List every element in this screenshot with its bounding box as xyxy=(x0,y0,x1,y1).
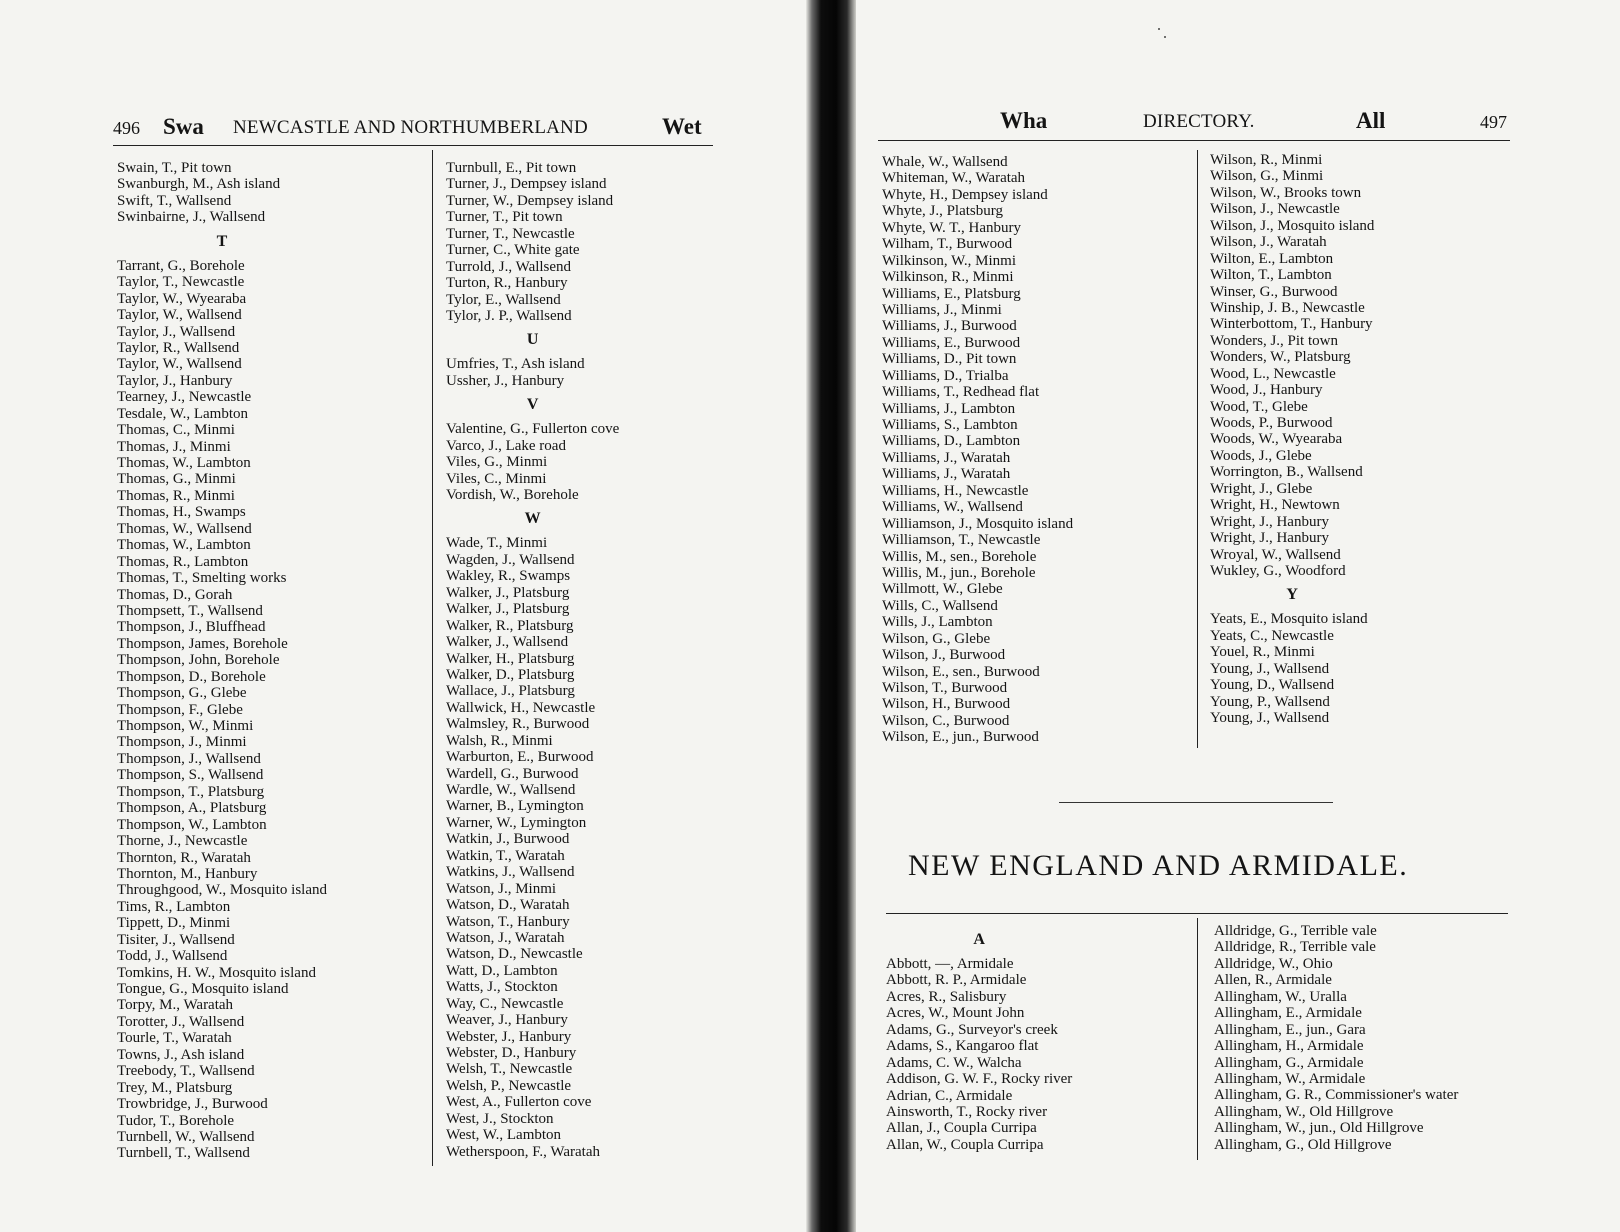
directory-entry: Vordish, W., Borehole xyxy=(446,487,579,503)
directory-entry: Watson, D., Waratah xyxy=(446,897,570,914)
directory-entry: Wilson, J., Waratah xyxy=(1210,234,1327,251)
directory-entry: Wardle, W., Wallsend xyxy=(446,782,576,798)
directory-entry: Swift, T., Wallsend xyxy=(117,192,232,209)
directory-entry: Thomas, H., Swamps xyxy=(117,504,246,521)
directory-entry: Wills, C., Wallsend xyxy=(882,597,998,614)
directory-entry: Allan, W., Coupla Curripa xyxy=(886,1136,1044,1153)
directory-entry: Willis, M., sen., Borehole xyxy=(882,548,1037,565)
directory-entry: Willmott, W., Glebe xyxy=(882,581,1003,598)
directory-entry: Walker, R., Platsburg xyxy=(446,617,574,634)
directory-entry: Acres, W., Mount John xyxy=(886,1005,1025,1022)
page-number: 497 xyxy=(1480,112,1507,132)
directory-entry: Williams, J., Minmi xyxy=(882,301,1002,318)
directory-entry: Treebody, T., Wallsend xyxy=(117,1063,255,1080)
directory-entry: Thompson, S., Wallsend xyxy=(117,767,264,784)
directory-entry: Watt, D., Lambton xyxy=(446,962,558,979)
directory-entry: Taylor, R., Wallsend xyxy=(117,339,240,356)
directory-column-left xyxy=(117,160,327,1162)
directory-entry: Wakley, R., Swamps xyxy=(446,568,571,585)
directory-entry: Williams, J., Lambton xyxy=(882,400,1016,417)
directory-entry: Taylor, J., Hanbury xyxy=(117,372,233,389)
directory-entry: Allingham, G. R., Commissioner's water xyxy=(1214,1087,1459,1104)
directory-entry: Wilson, C., Burwood xyxy=(882,712,1010,729)
directory-entry: Thomas, W., Lambton xyxy=(117,537,251,554)
directory-entry: Wright, J., Hanbury xyxy=(1210,513,1329,530)
directory-entry: Young, J., Wallsend xyxy=(1210,660,1330,677)
section-letter: V xyxy=(526,396,539,414)
directory-entry: Swanburgh, M., Ash island xyxy=(117,176,281,193)
section-letter: Y xyxy=(1286,586,1298,604)
left-page xyxy=(0,0,806,1232)
directory-entry: Thompson, T., Platsburg xyxy=(117,783,265,800)
directory-column-right xyxy=(1210,152,1374,726)
directory-entry: Thompson, A., Platsburg xyxy=(117,800,267,817)
directory-column-right xyxy=(1214,923,1458,1153)
directory-entry: Turrold, J., Wallsend xyxy=(446,258,572,275)
running-title: NEWCASTLE AND NORTHUMBERLAND xyxy=(233,117,588,138)
directory-entry: Wilson, R., Minmi xyxy=(1210,152,1323,168)
directory-entry: Tylor, J. P., Wallsend xyxy=(446,307,572,324)
directory-entry: Taylor, W., Wallsend xyxy=(117,356,242,373)
directory-entry: Williams, J., Waratah xyxy=(882,466,1011,483)
directory-entry: Turnbell, T., Wallsend xyxy=(117,1145,250,1162)
directory-entry: Wonders, J., Pit town xyxy=(1210,332,1338,349)
directory-entry: Wilton, E., Lambton xyxy=(1210,250,1334,267)
directory-entry: Swinbairne, J., Wallsend xyxy=(117,209,266,226)
directory-entry: Turton, R., Hanbury xyxy=(446,275,568,292)
column-divider xyxy=(432,150,433,1166)
directory-entry: Trey, M., Platsburg xyxy=(117,1079,233,1096)
page-number: 496 xyxy=(113,118,140,138)
directory-entry: Allan, J., Coupla Curripa xyxy=(886,1120,1037,1137)
directory-entry: Thompson, W., Minmi xyxy=(117,718,254,734)
directory-entry: Weaver, J., Hanbury xyxy=(446,1012,568,1029)
directory-entry: Tomkins, H. W., Mosquito island xyxy=(117,964,316,981)
directory-entry: Turner, W., Dempsey island xyxy=(446,192,614,209)
directory-entry: Allingham, W., Uralla xyxy=(1214,988,1347,1005)
directory-entry: Wukley, G., Woodford xyxy=(1210,562,1346,579)
directory-entry: Williams, E., Burwood xyxy=(882,334,1021,351)
directory-entry: Allingham, E., jun., Gara xyxy=(1214,1021,1366,1038)
directory-entry: Addison, G. W. F., Rocky river xyxy=(886,1071,1073,1088)
directory-entry: Umfries, T., Ash island xyxy=(446,356,585,373)
directory-entry: Walker, J., Platsburg xyxy=(446,584,570,601)
print-speck xyxy=(1158,28,1160,30)
directory-entry: Todd, J., Wallsend xyxy=(117,948,228,965)
directory-entry: Wilson, W., Brooks town xyxy=(1210,184,1362,201)
directory-entry: Williamson, J., Mosquito island xyxy=(882,515,1074,532)
directory-entry: Valentine, G., Fullerton cove xyxy=(446,421,620,438)
header-key-right: All xyxy=(1356,108,1386,133)
directory-entry: Walker, J., Wallsend xyxy=(446,634,569,651)
print-speck xyxy=(1164,36,1166,38)
directory-entry: Wilson, G., Glebe xyxy=(882,630,991,647)
directory-entry: Walsh, R., Minmi xyxy=(446,732,553,749)
right-page xyxy=(856,0,1620,1232)
directory-entry: Wood, T., Glebe xyxy=(1210,398,1308,415)
directory-entry: Wardell, G., Burwood xyxy=(446,765,579,782)
directory-entry: Thomas, T., Smelting works xyxy=(117,570,287,587)
directory-entry: Warburton, E., Burwood xyxy=(446,749,594,766)
directory-entry: Woods, W., Wyearaba xyxy=(1210,431,1343,448)
directory-entry: Allingham, G., Old Hillgrove xyxy=(1214,1136,1392,1153)
section-letter: W xyxy=(524,510,541,528)
directory-entry: Watkins, J., Wallsend xyxy=(446,864,575,881)
directory-entry: Young, J., Wallsend xyxy=(1210,710,1330,726)
directory-entry: Woods, J., Glebe xyxy=(1210,447,1312,464)
directory-entry: Woods, P., Burwood xyxy=(1210,415,1333,431)
directory-entry: Yeats, E., Mosquito island xyxy=(1210,611,1368,628)
directory-entry: Turnbell, W., Wallsend xyxy=(117,1128,255,1145)
header-rule xyxy=(878,140,1510,141)
directory-entry: Young, D., Wallsend xyxy=(1210,677,1335,694)
directory-column-left xyxy=(886,924,1072,1153)
directory-entry: Thomas, D., Gorah xyxy=(117,586,233,603)
directory-entry: Thomas, W., Lambton xyxy=(117,455,251,471)
directory-entry: Williams, E., Platsburg xyxy=(882,285,1021,302)
directory-entry: Tearney, J., Newcastle xyxy=(117,389,252,406)
directory-entry: Alldridge, R., Terrible vale xyxy=(1214,939,1376,956)
directory-entry: Worrington, B., Wallsend xyxy=(1210,464,1363,481)
directory-entry: Watkin, T., Waratah xyxy=(446,847,565,864)
directory-entry: Walker, D., Platsburg xyxy=(446,666,575,683)
directory-entry: Tims, R., Lambton xyxy=(117,898,231,915)
directory-entry: Wilson, T., Burwood xyxy=(882,680,1008,696)
directory-entry: Torpy, M., Waratah xyxy=(117,997,234,1014)
directory-entry: Wagden, J., Wallsend xyxy=(446,551,575,568)
directory-entry: Welsh, P., Newcastle xyxy=(446,1077,572,1094)
directory-entry: Thornton, R., Waratah xyxy=(117,849,251,866)
directory-entry: Thomas, C., Minmi xyxy=(117,422,235,439)
directory-column-right xyxy=(446,160,619,1160)
directory-entry: Thomas, R., Lambton xyxy=(117,553,249,570)
directory-entry: Ainsworth, T., Rocky river xyxy=(886,1103,1048,1120)
directory-entry: Warner, W., Lymington xyxy=(446,814,587,831)
directory-column-left xyxy=(882,154,1073,746)
directory-entry: Varco, J., Lake road xyxy=(446,437,566,454)
directory-entry: Wright, J., Hanbury xyxy=(1210,530,1329,547)
header-rule xyxy=(113,145,713,146)
directory-entry: Wallwick, H., Newcastle xyxy=(446,699,596,716)
column-divider xyxy=(1197,150,1198,748)
directory-entry: Viles, G., Minmi xyxy=(446,454,548,471)
directory-entry: Turner, C., White gate xyxy=(446,242,580,259)
directory-entry: Walmsley, R., Burwood xyxy=(446,716,590,733)
directory-entry: Williams, H., Newcastle xyxy=(882,482,1029,499)
directory-entry: Watson, T., Hanbury xyxy=(446,913,570,930)
header-key-right: Wet xyxy=(662,114,702,139)
directory-entry: Adrian, C., Armidale xyxy=(886,1087,1013,1104)
section-separator xyxy=(1059,802,1333,803)
directory-entry: Wood, L., Newcastle xyxy=(1210,365,1336,382)
directory-entry: Wilham, T., Burwood xyxy=(882,236,1013,253)
directory-entry: Thompson, G., Glebe xyxy=(117,685,247,702)
directory-entry: Watson, D., Newcastle xyxy=(446,946,583,963)
directory-entry: Alldridge, G., Terrible vale xyxy=(1214,923,1377,939)
directory-entry: Watts, J., Stockton xyxy=(446,979,558,996)
directory-entry: Wilson, J., Newcastle xyxy=(1210,201,1340,218)
directory-entry: Wroyal, W., Wallsend xyxy=(1210,546,1341,563)
directory-entry: Thomas, W., Wallsend xyxy=(117,520,252,537)
directory-entry: Towns, J., Ash island xyxy=(117,1046,245,1063)
directory-entry: Williams, J., Waratah xyxy=(882,449,1011,466)
directory-entry: Thorne, J., Newcastle xyxy=(117,833,248,850)
directory-entry: Wilson, J., Mosquito island xyxy=(1210,217,1375,234)
directory-entry: Youel, R., Minmi xyxy=(1210,644,1315,661)
directory-entry: Wood, J., Hanbury xyxy=(1210,382,1323,399)
directory-entry: Thompson, J., Wallsend xyxy=(117,750,261,767)
directory-entry: Watson, J., Waratah xyxy=(446,929,565,946)
directory-entry: Allingham, W., Old Hillgrove xyxy=(1214,1103,1394,1120)
directory-entry: Adams, G., Surveyor's creek xyxy=(886,1021,1058,1038)
directory-entry: Yeats, C., Newcastle xyxy=(1210,627,1334,644)
directory-entry: Ussher, J., Hanbury xyxy=(446,372,565,389)
directory-entry: Wilton, T., Lambton xyxy=(1210,267,1332,284)
directory-entry: Walker, H., Platsburg xyxy=(446,650,575,667)
directory-entry: Acres, R., Salisbury xyxy=(886,988,1007,1005)
directory-entry: Williams, D., Lambton xyxy=(882,433,1021,450)
directory-entry: Abbott, —, Armidale xyxy=(886,956,1014,972)
directory-entry: Wills, J., Lambton xyxy=(882,614,993,631)
directory-entry: Taylor, W., Wallsend xyxy=(117,307,242,324)
section-title: NEW ENGLAND AND ARMIDALE. xyxy=(908,849,1409,882)
directory-entry: Tesdale, W., Lambton xyxy=(117,405,249,422)
directory-entry: Throughgood, W., Mosquito island xyxy=(117,882,328,899)
directory-entry: Whyte, W. T., Hanbury xyxy=(882,219,1022,236)
directory-entry: Wilson, H., Burwood xyxy=(882,696,1011,713)
directory-entry: Watkin, J., Burwood xyxy=(446,831,570,848)
directory-entry: Webster, J., Hanbury xyxy=(446,1028,572,1045)
directory-entry: Winser, G., Burwood xyxy=(1210,283,1338,300)
directory-entry: Thompson, W., Lambton xyxy=(117,816,267,833)
directory-entry: Tudor, T., Borehole xyxy=(117,1112,235,1129)
directory-entry: Allen, R., Armidale xyxy=(1214,972,1332,989)
directory-entry: Tippett, D., Minmi xyxy=(117,915,231,932)
directory-entry: Swain, T., Pit town xyxy=(117,160,232,176)
directory-entry: Thornton, M., Hanbury xyxy=(117,865,258,882)
directory-entry: Wetherspoon, F., Waratah xyxy=(446,1143,600,1160)
directory-entry: Viles, C., Minmi xyxy=(446,470,547,487)
directory-entry: Thompson, J., Bluffhead xyxy=(117,619,266,636)
directory-entry: Tisiter, J., Wallsend xyxy=(117,931,235,948)
directory-entry: West, W., Lambton xyxy=(446,1127,562,1144)
directory-entry: Winterbottom, T., Hanbury xyxy=(1210,316,1373,333)
right-page-header xyxy=(856,108,1620,138)
directory-entry: Thompson, D., Borehole xyxy=(117,668,266,685)
directory-entry: Walker, J., Platsburg xyxy=(446,601,570,618)
directory-entry: Welsh, T., Newcastle xyxy=(446,1061,573,1078)
running-title: DIRECTORY. xyxy=(1143,111,1255,132)
directory-entry: Williams, J., Burwood xyxy=(882,318,1017,335)
directory-entry: Tylor, E., Wallsend xyxy=(446,291,561,308)
directory-entry: Wilkinson, R., Minmi xyxy=(882,269,1014,286)
directory-entry: Wilson, E., sen., Burwood xyxy=(882,663,1040,680)
directory-entry: Tongue, G., Mosquito island xyxy=(117,981,289,997)
directory-entry: Allingham, W., jun., Old Hillgrove xyxy=(1214,1120,1424,1137)
directory-entry: Turner, T., Newcastle xyxy=(446,225,575,242)
left-page-header xyxy=(113,114,713,144)
directory-entry: Whyte, J., Platsburg xyxy=(882,203,1003,220)
directory-entry: Thompson, J., Minmi xyxy=(117,734,247,751)
header-key-left: Swa xyxy=(163,114,204,139)
section-letter: U xyxy=(526,331,539,349)
directory-entry: Thompsett, T., Wallsend xyxy=(117,602,263,619)
directory-entry: Thomas, J., Minmi xyxy=(117,438,231,455)
directory-entry: Turner, J., Dempsey island xyxy=(446,176,607,193)
directory-entry: Wonders, W., Platsburg xyxy=(1210,349,1351,366)
directory-entry: Thomas, R., Minmi xyxy=(117,487,235,504)
directory-entry: West, J., Stockton xyxy=(446,1110,554,1127)
section-rule xyxy=(886,913,1508,914)
directory-entry: Taylor, W., Wyearaba xyxy=(117,290,247,307)
directory-entry: Allingham, E., Armidale xyxy=(1214,1005,1362,1022)
directory-entry: Williamson, T., Newcastle xyxy=(882,532,1041,549)
directory-entry: Torotter, J., Wallsend xyxy=(117,1013,245,1030)
directory-entry: Turnbull, E., Pit town xyxy=(446,160,577,176)
directory-entry: Thompson, James, Borehole xyxy=(117,635,288,652)
column-divider xyxy=(1197,918,1198,1160)
directory-entry: Taylor, T., Newcastle xyxy=(117,274,245,291)
directory-entry: Allingham, G., Armidale xyxy=(1214,1054,1364,1071)
directory-entry: Wallace, J., Platsburg xyxy=(446,683,575,700)
directory-entry: Tarrant, G., Borehole xyxy=(117,257,245,274)
directory-entry: Taylor, J., Wallsend xyxy=(117,323,236,340)
directory-entry: Willis, M., jun., Borehole xyxy=(882,564,1036,581)
header-key-left: Wha xyxy=(1000,108,1048,133)
directory-entry: Wright, J., Glebe xyxy=(1210,480,1313,497)
book-gutter xyxy=(806,0,856,1232)
directory-entry: Allingham, W., Armidale xyxy=(1214,1070,1366,1087)
directory-entry: Wilson, G., Minmi xyxy=(1210,168,1324,185)
directory-entry: Wilkinson, W., Minmi xyxy=(882,252,1016,269)
directory-entry: Wilson, E., jun., Burwood xyxy=(882,729,1039,746)
directory-entry: Williams, T., Redhead flat xyxy=(882,384,1040,401)
directory-entry: West, A., Fullerton cove xyxy=(446,1094,592,1111)
directory-entry: Webster, D., Hanbury xyxy=(446,1045,577,1061)
directory-entry: Wade, T., Minmi xyxy=(446,535,548,552)
directory-entry: Warner, B., Lymington xyxy=(446,798,584,815)
directory-entry: Alldridge, W., Ohio xyxy=(1214,955,1333,972)
directory-entry: Wilson, J., Burwood xyxy=(882,647,1006,664)
directory-entry: Abbott, R. P., Armidale xyxy=(886,972,1027,989)
directory-entry: Williams, W., Wallsend xyxy=(882,499,1023,516)
directory-entry: Whyte, H., Dempsey island xyxy=(882,186,1048,203)
directory-entry: Whiteman, W., Waratah xyxy=(882,170,1026,187)
directory-entry: Young, P., Wallsend xyxy=(1210,693,1330,710)
directory-entry: Whale, W., Wallsend xyxy=(882,154,1008,170)
directory-entry: Allingham, H., Armidale xyxy=(1214,1038,1364,1055)
directory-entry: Tourle, T., Waratah xyxy=(117,1030,232,1047)
directory-entry: Watson, J., Minmi xyxy=(446,880,557,897)
directory-entry: Thomas, G., Minmi xyxy=(117,471,236,488)
directory-entry: Adams, S., Kangaroo flat xyxy=(886,1038,1039,1055)
section-letter: T xyxy=(216,232,228,250)
directory-entry: Williams, S., Lambton xyxy=(882,417,1018,433)
directory-entry: Turner, T., Pit town xyxy=(446,209,563,226)
directory-entry: Williams, D., Pit town xyxy=(882,351,1017,368)
directory-entry: Way, C., Newcastle xyxy=(446,995,564,1012)
directory-entry: Adams, C. W., Walcha xyxy=(886,1054,1022,1071)
directory-entry: Trowbridge, J., Burwood xyxy=(117,1096,268,1113)
directory-entry: Thompson, John, Borehole xyxy=(117,652,280,669)
directory-entry: Wright, H., Newtown xyxy=(1210,497,1340,514)
directory-entry: Thompson, F., Glebe xyxy=(117,701,243,718)
section-letter: A xyxy=(973,931,985,948)
directory-entry: Winship, J. B., Newcastle xyxy=(1210,299,1365,316)
directory-entry: Williams, D., Trialba xyxy=(882,367,1009,384)
